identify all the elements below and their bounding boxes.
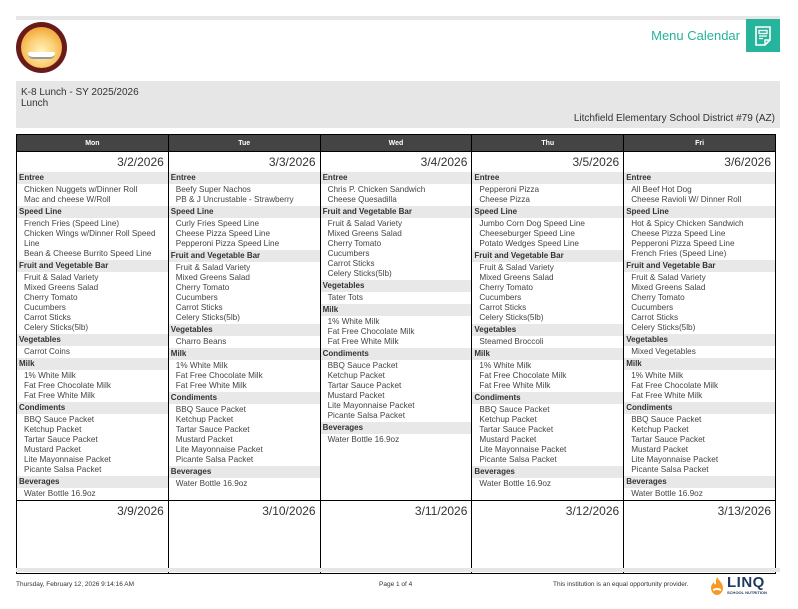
day-date: 3/13/2026: [717, 504, 771, 518]
menu-item: All Beef Hot Dog: [631, 185, 692, 194]
menu-item: Tartar Sauce Packet: [175, 425, 250, 434]
menu-category: Milk: [169, 348, 320, 360]
day-cell: [624, 152, 776, 501]
day-cell: [472, 501, 624, 574]
menu-category: Speed Line: [624, 206, 775, 218]
menu-item-list: [169, 262, 320, 324]
menu-category: Vegetables: [321, 280, 472, 292]
menu-category: Speed Line: [17, 206, 168, 218]
menu-item: Carrot Coins: [24, 347, 70, 356]
menu-item-list: [472, 218, 623, 250]
menu-item-list: [472, 184, 623, 206]
menu-category: Fruit and Vegetable Bar: [624, 260, 775, 272]
menu-item-list: [17, 346, 168, 358]
menu-item: Carrot Sticks: [327, 259, 375, 268]
menu-item: Bean & Cheese Burrito Speed Line: [24, 249, 152, 258]
menu-item: Water Bottle 16.9oz: [631, 489, 703, 498]
menu-item: Carrot Sticks: [175, 303, 223, 312]
menu-category: Vegetables: [624, 334, 775, 346]
menu-item: Carrot Sticks: [24, 313, 71, 322]
menu-category: Milk: [472, 348, 623, 360]
menu-item-list: [17, 272, 168, 334]
menu-category: Condiments: [624, 402, 775, 414]
menu-category: Beverages: [624, 476, 775, 488]
day-date: 3/10/2026: [262, 504, 316, 518]
print-timestamp: Thursday, February 12, 2026 9:14:16 AM: [16, 581, 135, 588]
menu-item: Ketchup Packet: [631, 425, 689, 434]
menu-item: Water Bottle 16.9oz: [175, 479, 248, 488]
menu-category: Entree: [624, 172, 775, 184]
menu-item: Fat Free White Milk: [175, 381, 247, 390]
menu-item: BBQ Sauce Packet: [175, 405, 246, 414]
menu-item: Cheese Pizza: [479, 195, 530, 204]
flame-icon: [710, 577, 724, 595]
day-date: 3/12/2026: [565, 504, 620, 518]
menu-item: Fruit & Salad Variety: [24, 273, 99, 282]
day-date: 3/4/2026: [420, 155, 468, 169]
menu-item-list: [321, 292, 472, 304]
menu-category: Milk: [624, 358, 775, 370]
menu-item: Mustard Packet: [631, 445, 689, 454]
day-cell: [320, 501, 472, 574]
menu-item: Celery Sticks(5lb): [24, 323, 89, 332]
menu-item: Mustard Packet: [175, 435, 233, 444]
menu-item: Mustard Packet: [327, 391, 385, 400]
menu-category: Milk: [321, 304, 472, 316]
menu-item: Beefy Super Nachos: [175, 185, 251, 194]
menu-category: Vegetables: [17, 334, 168, 346]
district-name: Litchfield Elementary School District #79 (AZ): [573, 113, 775, 124]
menu-category: Milk: [17, 358, 168, 370]
menu-item: Fruit & Salad Variety: [327, 219, 403, 228]
menu-category: Vegetables: [472, 324, 623, 336]
menu-category: Beverages: [472, 466, 623, 478]
menu-item: Fruit & Salad Variety: [175, 263, 251, 272]
menu-item: Mac and cheese W/Roll: [24, 195, 111, 204]
day-date: 3/11/2026: [414, 504, 468, 518]
menu-category: Beverages: [321, 422, 472, 434]
menu-item-list: [624, 414, 775, 476]
menu-category: Fruit and Vegetable Bar: [169, 250, 320, 262]
menu-item: Cucumbers: [24, 303, 66, 312]
menu-item: Cheese Ravioli W/ Dinner Roll: [631, 195, 742, 204]
weekday-header: Tue: [168, 135, 320, 152]
menu-item: Picante Salsa Packet: [631, 465, 709, 474]
day-date: 3/5/2026: [572, 155, 620, 169]
menu-item: BBQ Sauce Packet: [327, 361, 398, 370]
menu-item: Cucumbers: [327, 249, 370, 258]
menu-item: BBQ Sauce Packet: [479, 405, 550, 414]
menu-category: Speed Line: [169, 206, 320, 218]
menu-item: Tartar Sauce Packet: [631, 435, 705, 444]
linq-subtitle: SCHOOL NUTRITION: [727, 590, 767, 595]
menu-category: Condiments: [17, 402, 168, 414]
menu-item: Cheeseburger Speed Line: [479, 229, 575, 238]
menu-item-list: [624, 218, 775, 260]
menu-item-list: [169, 404, 320, 466]
menu-category: Entree: [17, 172, 168, 184]
menu-item-list: [17, 218, 168, 260]
day-cell: [624, 501, 776, 574]
menu-item: Celery Sticks(5lb): [479, 313, 544, 322]
menu-item: Fat Free Chocolate Milk: [327, 327, 415, 336]
menu-item: 1% White Milk: [479, 361, 532, 370]
menu-item: Carrot Sticks: [631, 313, 679, 322]
menu-item: Mustard Packet: [24, 445, 81, 454]
menu-item: Hot & Spicy Chicken Sandwich: [631, 219, 744, 228]
menu-item: Cherry Tomato: [175, 283, 230, 292]
menu-item: Carrot Sticks: [479, 303, 527, 312]
menu-item: Picante Salsa Packet: [327, 411, 405, 420]
menu-item: 1% White Milk: [631, 371, 684, 380]
menu-item-list: [17, 370, 168, 402]
weekday-header: Wed: [320, 135, 472, 152]
menu-item: Water Bottle 16.9oz: [479, 479, 551, 488]
menu-item: Cucumbers: [175, 293, 218, 302]
menu-item: Mixed Greens Salad: [175, 273, 250, 282]
menu-item: Cucumbers: [631, 303, 674, 312]
menu-item: Fat Free Chocolate Milk: [175, 371, 263, 380]
week-row: [17, 501, 776, 574]
menu-item: Fat Free White Milk: [479, 381, 551, 390]
day-date: 3/2/2026: [117, 155, 164, 169]
equal-opportunity-notice: This institution is an equal opportunity provider.: [553, 581, 689, 588]
menu-item: Chicken Nuggets w/Dinner Roll: [24, 185, 138, 194]
menu-category: Beverages: [169, 466, 320, 478]
menu-item: Lite Mayonnaise Packet: [479, 445, 567, 454]
menu-item: Fruit & Salad Variety: [479, 263, 554, 272]
weekday-header: Mon: [17, 135, 169, 152]
menu-item: 1% White Milk: [327, 317, 380, 326]
day-date: 3/9/2026: [117, 504, 164, 518]
day-cell: [17, 152, 169, 501]
bottom-divider: [16, 568, 780, 572]
menu-item: Celery Sticks(5lb): [327, 269, 392, 278]
menu-item: Picante Salsa Packet: [175, 455, 254, 464]
menu-item: Cherry Tomato: [327, 239, 382, 248]
menu-item: Celery Sticks(5lb): [631, 323, 696, 332]
menu-item-list: [321, 184, 472, 206]
menu-item-list: [169, 218, 320, 250]
menu-category: Entree: [169, 172, 320, 184]
menu-item: Mixed Greens Salad: [479, 273, 554, 282]
menu-category: Speed Line: [472, 206, 623, 218]
weekday-header-row: [17, 135, 776, 152]
menu-category: Condiments: [321, 348, 472, 360]
menu-item-list: [624, 346, 775, 358]
menu-item: Lite Mayonnaise Packet: [24, 455, 111, 464]
menu-name: K-8 Lunch - SY 2025/2026: [21, 87, 139, 98]
menu-item: Tater Tots: [327, 293, 363, 302]
menu-item: Cheese Pizza Speed Line: [175, 229, 271, 238]
menu-item: French Fries (Speed Line): [631, 249, 727, 258]
menu-item: Pepperoni Pizza Speed Line: [631, 239, 735, 248]
menu-item: Curly Fries Speed Line: [175, 219, 260, 228]
menu-item-list: [624, 488, 775, 500]
menu-category: Fruit and Vegetable Bar: [17, 260, 168, 272]
menu-item: Picante Salsa Packet: [24, 465, 102, 474]
meal-type: Lunch: [21, 98, 49, 109]
menu-item-list: [472, 360, 623, 392]
menu-item-list: [321, 434, 472, 446]
day-cell: [168, 152, 320, 501]
menu-item-list: [624, 272, 775, 334]
menu-category: Fruit and Vegetable Bar: [472, 250, 623, 262]
menu-item: Tartar Sauce Packet: [24, 435, 98, 444]
menu-item: Fat Free Chocolate Milk: [631, 381, 719, 390]
day-cell: [320, 152, 472, 501]
menu-item: Fat Free Chocolate Milk: [24, 381, 111, 390]
menu-item: Mixed Vegetables: [631, 347, 696, 356]
menu-item-list: [624, 370, 775, 402]
week-row: [17, 152, 776, 501]
menu-item-list: [321, 316, 472, 348]
menu-item: Fat Free Chocolate Milk: [479, 371, 567, 380]
menu-item: Ketchup Packet: [479, 415, 537, 424]
weekday-header: Thu: [472, 135, 624, 152]
menu-item: Jumbo Corn Dog Speed Line: [479, 219, 585, 228]
menu-category: Condiments: [472, 392, 623, 404]
menu-item: Water Bottle 16.9oz: [24, 489, 96, 498]
menu-item: PB & J Uncrustable - Strawberry: [175, 195, 294, 204]
menu-item: Fruit & Salad Variety: [631, 273, 706, 282]
day-date: 3/3/2026: [268, 155, 316, 169]
menu-item: French Fries (Speed Line): [24, 219, 120, 228]
menu-item: Mixed Greens Salad: [24, 283, 99, 292]
linq-wordmark: LINQ: [727, 574, 765, 591]
menu-category: Entree: [321, 172, 472, 184]
menu-item: Cheese Quesadilla: [327, 195, 397, 204]
menu-item-list: [624, 184, 775, 206]
menu-item: Tartar Sauce Packet: [327, 381, 402, 390]
linq-logo: [710, 576, 767, 595]
menu-item-list: [17, 184, 168, 206]
menu-calendar-label[interactable]: Menu Calendar: [651, 28, 740, 43]
day-cell: [17, 501, 169, 574]
menu-item-list: [169, 478, 320, 490]
menu-item-list: [472, 478, 623, 490]
menu-item-list: [169, 360, 320, 392]
day-cell: [168, 501, 320, 574]
menu-category: Fruit and Vegetable Bar: [321, 206, 472, 218]
menu-item: Ketchup Packet: [327, 371, 385, 380]
menu-item: Mixed Greens Salad: [631, 283, 706, 292]
menu-item: BBQ Sauce Packet: [24, 415, 95, 424]
menu-item: Steamed Broccoli: [479, 337, 544, 346]
menu-item: Lite Mayonnaise Packet: [327, 401, 415, 410]
menu-item: 1% White Milk: [175, 361, 228, 370]
menu-item: Mixed Greens Salad: [327, 229, 402, 238]
menu-item-list: [472, 404, 623, 466]
menu-item: Water Bottle 16.9oz: [327, 435, 400, 444]
menu-item: Ketchup Packet: [24, 425, 82, 434]
document-icon: [754, 26, 772, 46]
menu-item: Potato Wedges Speed Line: [479, 239, 579, 248]
menu-item: Picante Salsa Packet: [479, 455, 557, 464]
menu-item-list: [321, 360, 472, 422]
menu-item-list: [169, 184, 320, 206]
menu-item: Cucumbers: [479, 293, 522, 302]
district-logo: [16, 22, 67, 73]
menu-item: Pepperoni Pizza: [479, 185, 540, 194]
menu-calendar-table: [16, 134, 776, 574]
menu-item: Fat Free White Milk: [631, 391, 703, 400]
sunburst-icon: [21, 27, 62, 68]
menu-item-list: [472, 336, 623, 348]
day-cell: [472, 152, 624, 501]
menu-calendar-button[interactable]: [746, 19, 780, 52]
top-divider: [16, 16, 780, 20]
menu-item: Fat Free White Milk: [24, 391, 95, 400]
menu-item-list: [17, 414, 168, 476]
menu-item: BBQ Sauce Packet: [631, 415, 702, 424]
menu-category: Condiments: [169, 392, 320, 404]
menu-item: Fat Free White Milk: [327, 337, 399, 346]
menu-item: Celery Sticks(5lb): [175, 313, 240, 322]
menu-item-list: [321, 218, 472, 280]
book-icon: [28, 52, 55, 59]
menu-item: Tartar Sauce Packet: [479, 425, 554, 434]
day-date: 3/6/2026: [724, 155, 771, 169]
menu-category: Vegetables: [169, 324, 320, 336]
menu-item: Chris P. Chicken Sandwich: [327, 185, 426, 194]
menu-item: Chicken Wings w/Dinner Roll Speed Line: [24, 229, 156, 248]
menu-item: Ketchup Packet: [175, 415, 234, 424]
menu-info-bar: [16, 81, 780, 128]
menu-item: Charro Beans: [175, 337, 227, 346]
menu-item: Mustard Packet: [479, 435, 537, 444]
page-indicator: Page 1 of 4: [379, 581, 413, 588]
menu-item-list: [17, 488, 168, 500]
menu-category: Beverages: [17, 476, 168, 488]
menu-item: Cherry Tomato: [479, 283, 533, 292]
menu-item: Lite Mayonnaise Packet: [175, 445, 263, 454]
weekday-header: Fri: [624, 135, 776, 152]
menu-item: Cherry Tomato: [24, 293, 78, 302]
menu-item: Cheese Pizza Speed Line: [631, 229, 726, 238]
menu-item-list: [472, 262, 623, 324]
menu-item: 1% White Milk: [24, 371, 76, 380]
menu-item: Cherry Tomato: [631, 293, 685, 302]
menu-item-list: [169, 336, 320, 348]
menu-item: Pepperoni Pizza Speed Line: [175, 239, 280, 248]
menu-item: Lite Mayonnaise Packet: [631, 455, 719, 464]
menu-category: Entree: [472, 172, 623, 184]
